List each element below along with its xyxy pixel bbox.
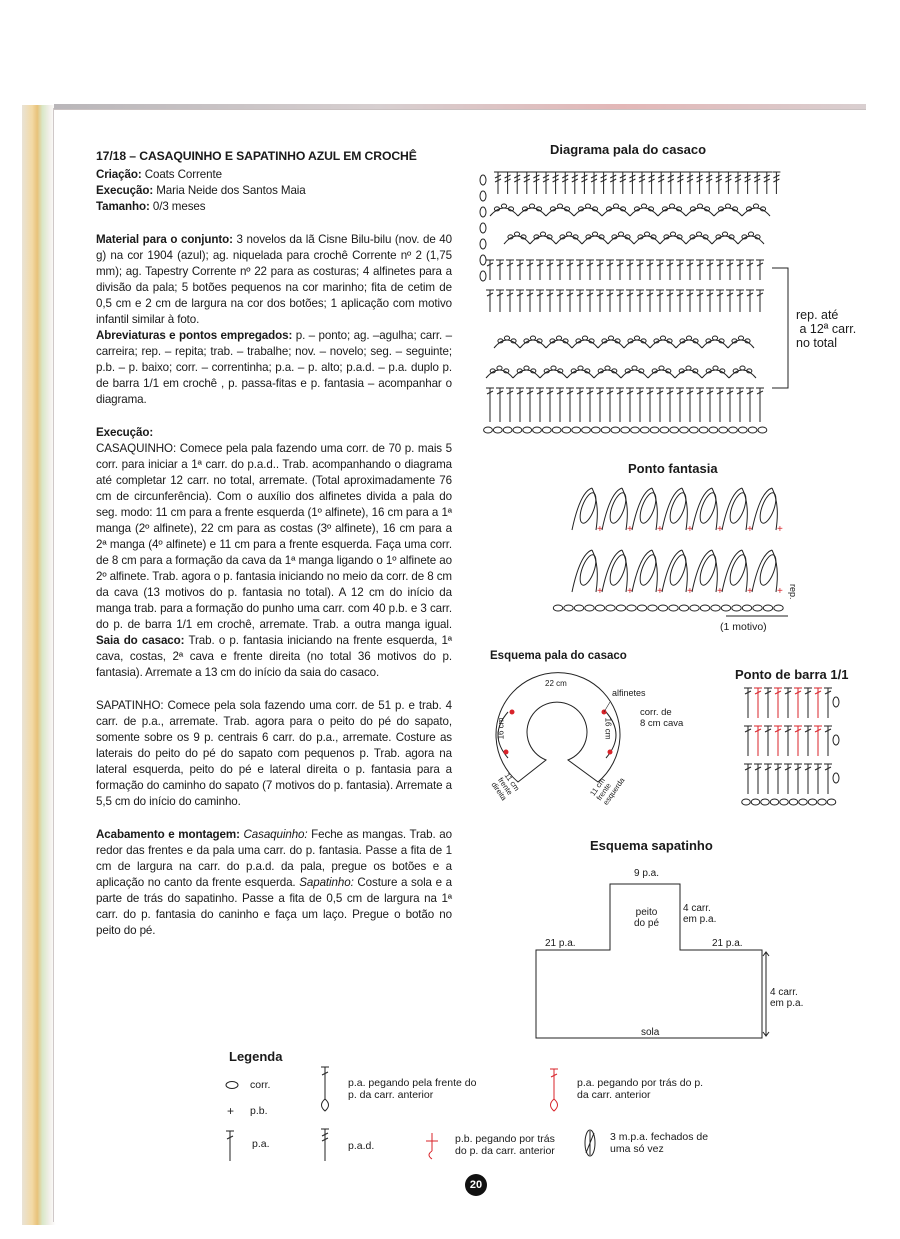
barra-title: Ponto de barra 1/1 <box>735 667 849 682</box>
sap-9pa: 9 p.a. <box>634 868 660 879</box>
svg-text:+: + <box>777 586 783 597</box>
sap-peito: peito do pé <box>634 907 660 929</box>
legend-pa-frente: p.a. pegando pela frente do p. da carr. anterior <box>348 1077 477 1101</box>
mpa-icon <box>585 1130 595 1156</box>
pb-tras-icon <box>426 1133 438 1159</box>
acabamento-label: Acabamento e montagem: <box>96 828 240 841</box>
sap-4carr-top: 4 carr. em p.a. <box>683 903 717 925</box>
sap-sola: sola <box>641 1027 660 1038</box>
sapatinho-title: Esquema sapatinho <box>590 838 713 853</box>
pala-16cm-left: 16 cm <box>496 717 506 740</box>
execution-line <box>96 183 452 199</box>
saia-text: Trab. o p. fantasia iniciando na frente esquerda, 1ª cava, costas, 2ª cava e frente direita (no total 36 motivos do p. fantasia). Arremate a 13 cm do início da saia do casaco. <box>96 634 453 679</box>
creation-line <box>96 167 452 183</box>
pala-22cm: 22 cm <box>545 679 567 688</box>
magazine-binding-edge <box>22 105 56 1225</box>
svg-text:+: + <box>747 586 753 597</box>
pad-icon <box>321 1129 329 1161</box>
execution-heading <box>96 425 452 441</box>
legend-pad: p.a.d. <box>348 1140 375 1152</box>
sapatinho-italic: Sapatinho: <box>299 876 354 889</box>
svg-text:+: + <box>717 524 723 535</box>
sapatinho-paragraph: SAPATINHO: Comece pela sola fazendo uma corr. de 51 p. e trab. 4 carr. de p.a., arremate. Trab. agora para o peito do pé do sapato, somente sobre os 9 p. centrais 6 carr. do p.a., arremate. Costure as laterais do peito do pé do sapato com pequenos p. Trab. agora na lateral esquerda, peito do pé e lateral direita o p. fantasia para a formação do caminho do sapato (7 motivos do p. fantasia). Arremate a 5,5 cm do início do caminho. <box>96 699 452 808</box>
size-label: Tamanho: <box>96 200 150 213</box>
pala-16cm-right: 16 cm <box>603 717 613 740</box>
svg-text:+: + <box>597 524 603 535</box>
barra-diagram <box>740 688 850 808</box>
fantasia-rep: rep. <box>788 584 798 600</box>
svg-text:+: + <box>777 524 783 535</box>
legend-pa-tras: p.a. pegando por trás do p. da carr. anterior <box>577 1077 704 1101</box>
material-label: Material para o conjunto: <box>96 233 233 246</box>
sap-21-right: 21 p.a. <box>712 938 743 949</box>
pala-corr: corr. de 8 cm cava <box>640 707 684 729</box>
svg-text:+: + <box>597 586 603 597</box>
abbrev-label: Abreviaturas e pontos empregados: <box>96 329 293 342</box>
acabamento-text-2: Costure a sola e a parte de trás do sapatinho. Passe a fita de 0,5 cm de largura na 1ª carr. do p. fantasia do caninho e faça um laço. Pregue o botão no peito do pé. <box>96 876 452 937</box>
sap-21-left: 21 p.a. <box>545 938 576 949</box>
svg-text:+: + <box>717 586 723 597</box>
legend-corr: corr. <box>250 1079 271 1091</box>
corr-icon <box>226 1082 238 1089</box>
svg-text:+: + <box>687 524 693 535</box>
svg-text:+: + <box>627 586 633 597</box>
size-value: 0/3 meses <box>149 200 206 213</box>
fantasia-diagram <box>548 478 808 638</box>
execution-value: Maria Neide dos Santos Maia <box>153 184 306 197</box>
page-number: 20 <box>465 1174 487 1196</box>
pa-tras-icon <box>550 1069 558 1111</box>
pala-diagram <box>476 160 796 440</box>
material-paragraph <box>96 232 452 328</box>
page-top-band <box>54 104 866 109</box>
saia-label: Saia do casaco: <box>96 634 185 647</box>
motivo-label: (1 motivo) <box>720 621 767 633</box>
creation-value: Coats Corrente <box>141 168 222 181</box>
casaquinho-italic: Casaquinho: <box>239 828 308 841</box>
pa-frente-icon <box>321 1067 329 1111</box>
pala-alfinetes: alfinetes <box>612 688 646 698</box>
svg-text:+: + <box>627 524 633 535</box>
pala-11cm-esquerda: 11 cm frente esquerda <box>588 775 627 807</box>
instructions-column <box>96 148 452 939</box>
size-line <box>96 199 452 215</box>
legend-pb-tras: p.b. pegando por trás do p. da carr. anterior <box>455 1133 555 1157</box>
execution-heading-text: Execução: <box>96 426 154 439</box>
pala-11cm-direita: 11 cm frente direita <box>489 771 522 803</box>
execution-label: Execução: <box>96 184 154 197</box>
abbrev-paragraph <box>96 328 452 408</box>
pala-rep-note: rep. até a 12ª carr. no total <box>796 308 857 350</box>
article-title: 17/18 – CASAQUINHO E SAPATINHO AZUL EM CROCHÊ <box>96 149 417 163</box>
sap-4carr-right: 4 carr. em p.a. <box>770 987 804 1009</box>
fantasia-title: Ponto fantasia <box>628 461 718 476</box>
acabamento-text-1: Feche as mangas. Trab. ao redor das frentes e da pala uma carr. do p. fantasia. Passe a fita de 1 cm de largura na carr. do p.a.d. da pala, pregue os botões e a aplicação no canto da frente esquerda. <box>96 828 452 889</box>
legend-mpa: 3 m.p.a. fechados de uma só vez <box>610 1131 709 1155</box>
casaquinho-paragraph <box>96 441 452 681</box>
svg-text:+: + <box>687 586 693 597</box>
svg-text:+: + <box>657 586 663 597</box>
legend-title: Legenda <box>229 1049 283 1064</box>
acabamento-paragraph <box>96 827 452 939</box>
creation-label: Criação: <box>96 168 142 181</box>
pb-icon: + <box>227 1104 235 1118</box>
pa-icon <box>226 1131 234 1161</box>
sapatinho-shape <box>530 878 780 1048</box>
abbrev-text: p. – ponto; ag. –agulha; carr. – carreira; rep. – repita; trab. – trabalhe; nov. – novelo; seg. – seguinte; p.b. – p. baixo; corr. – correntinha; p.a. – p. alto; p.a.d. – p.a. duplo p. de barra 1/1 em crochê , p. passa-fitas e p. fantasia – acompanhar o diagrama. <box>96 329 452 406</box>
svg-text:+: + <box>747 524 753 535</box>
legend-pb: p.b. <box>250 1105 268 1117</box>
esquema-pala-title: Esquema pala do casaco <box>490 650 627 662</box>
legend-pa: p.a. <box>252 1138 270 1150</box>
casaquinho-text: CASAQUINHO: Comece pela pala fazendo uma corr. de 70 p. mais 5 corr. para iniciar a 1ª carr. do p.a.d.. Trab. acompanhando o diagrama até completar 12 carr. no total, arremate. (Total aproximadamente 76 cm de circunferência). Com o auxílio dos alfinetes divida a pala do seg. modo: 11 cm para a frente esquerda (1º alfinete), 16 cm para a 1ª manga (2º alfinete), 22 cm para as costas (3º alfinete), 16 cm para a 2ª manga (4º alfinete) e 11 cm para a frente esquerda. Faça uma corr. de 8 cm para a formação da cava da 1ª manga ligando o 1º alfinete ao 2º alfinete. Trab. agora o p. fantasia iniciando no meio da corr. de 8 cm da cava (13 motivos do p. fantasia no total). A 12 cm do início da manga trab. para a formação do punho uma carr. com 40 p.b. e 3 carr. do p. de barra 1/1 em crochê, arremate. Trab. a outra manga igual. <box>96 442 452 631</box>
material-text: 3 novelos da lã Cisne Bilu-bilu (nov. de 40 g) na cor 1904 (azul); ag. niquelada para crochê Corrente nº 2 (1,75 mm); ag. Tapestry Corrente nº 22 para as costuras; 4 alfinetes para a divisão da pala; 5 botões pequenos na cor marinho; fita de cetim de 0,5 cm e 2 cm de largura na cor dos botões; 1 aplicação com motivo infantil similar à foto. <box>96 233 452 326</box>
svg-text:+: + <box>657 524 663 535</box>
pala-diagram-title: Diagrama pala do casaco <box>550 142 707 157</box>
